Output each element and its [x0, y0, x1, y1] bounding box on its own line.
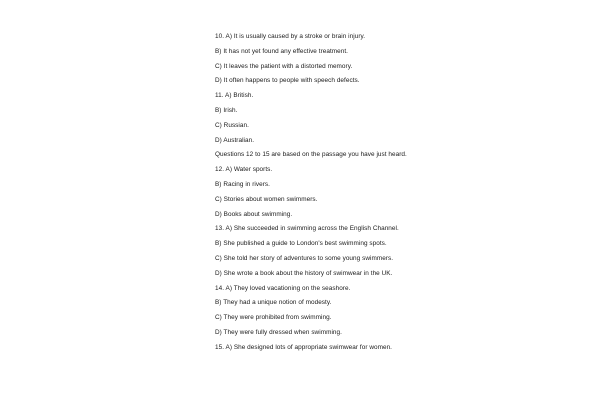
q14-option-c: C) They were prohibited from swimming.	[215, 314, 332, 322]
q13-option-b: B) She published a guide to London's best swimming spots.	[215, 240, 387, 248]
q11-option-d: D) Australian.	[215, 136, 255, 144]
section-instruction: Questions 12 to 15 are based on the passage you have just heard.	[215, 151, 407, 159]
q11-option-a: 11. A) British.	[215, 92, 254, 100]
q12-option-d: D) Books about swimming.	[215, 210, 293, 218]
q13-option-d: D) She wrote a book about the history of swimwear in the UK.	[215, 269, 393, 277]
question-list	[215, 30, 585, 356]
q14-option-d: D) They were fully dressed when swimming.	[215, 328, 342, 336]
q14-option-a: 14. A) They loved vacationing on the seashore.	[215, 284, 351, 292]
q12-option-c: C) Stories about women swimmers.	[215, 195, 318, 203]
q10-option-c: C) It leaves the patient with a distorted memory.	[215, 62, 353, 70]
q15-option-a: 15. A) She designed lots of appropriate swimwear for women.	[215, 343, 393, 351]
q14-option-b: B) They had a unique notion of modesty.	[215, 299, 332, 307]
q10-option-b: B) It has not yet found any effective treatment.	[215, 47, 349, 55]
q10-option-a: 10. A) It is usually caused by a stroke or brain injury.	[215, 33, 366, 40]
q13-option-a: 13. A) She succeeded in swimming across the English Channel.	[215, 225, 399, 233]
q11-option-b: B) Irish.	[215, 106, 238, 114]
q12-option-a: 12. A) Water sports.	[215, 166, 273, 174]
q10-option-d: D) It often happens to people with speech defects.	[215, 77, 360, 85]
q12-option-b: B) Racing in rivers.	[215, 180, 270, 188]
q13-option-c: C) She told her story of adventures to some young swimmers.	[215, 254, 394, 262]
q11-option-c: C) Russian.	[215, 121, 249, 129]
